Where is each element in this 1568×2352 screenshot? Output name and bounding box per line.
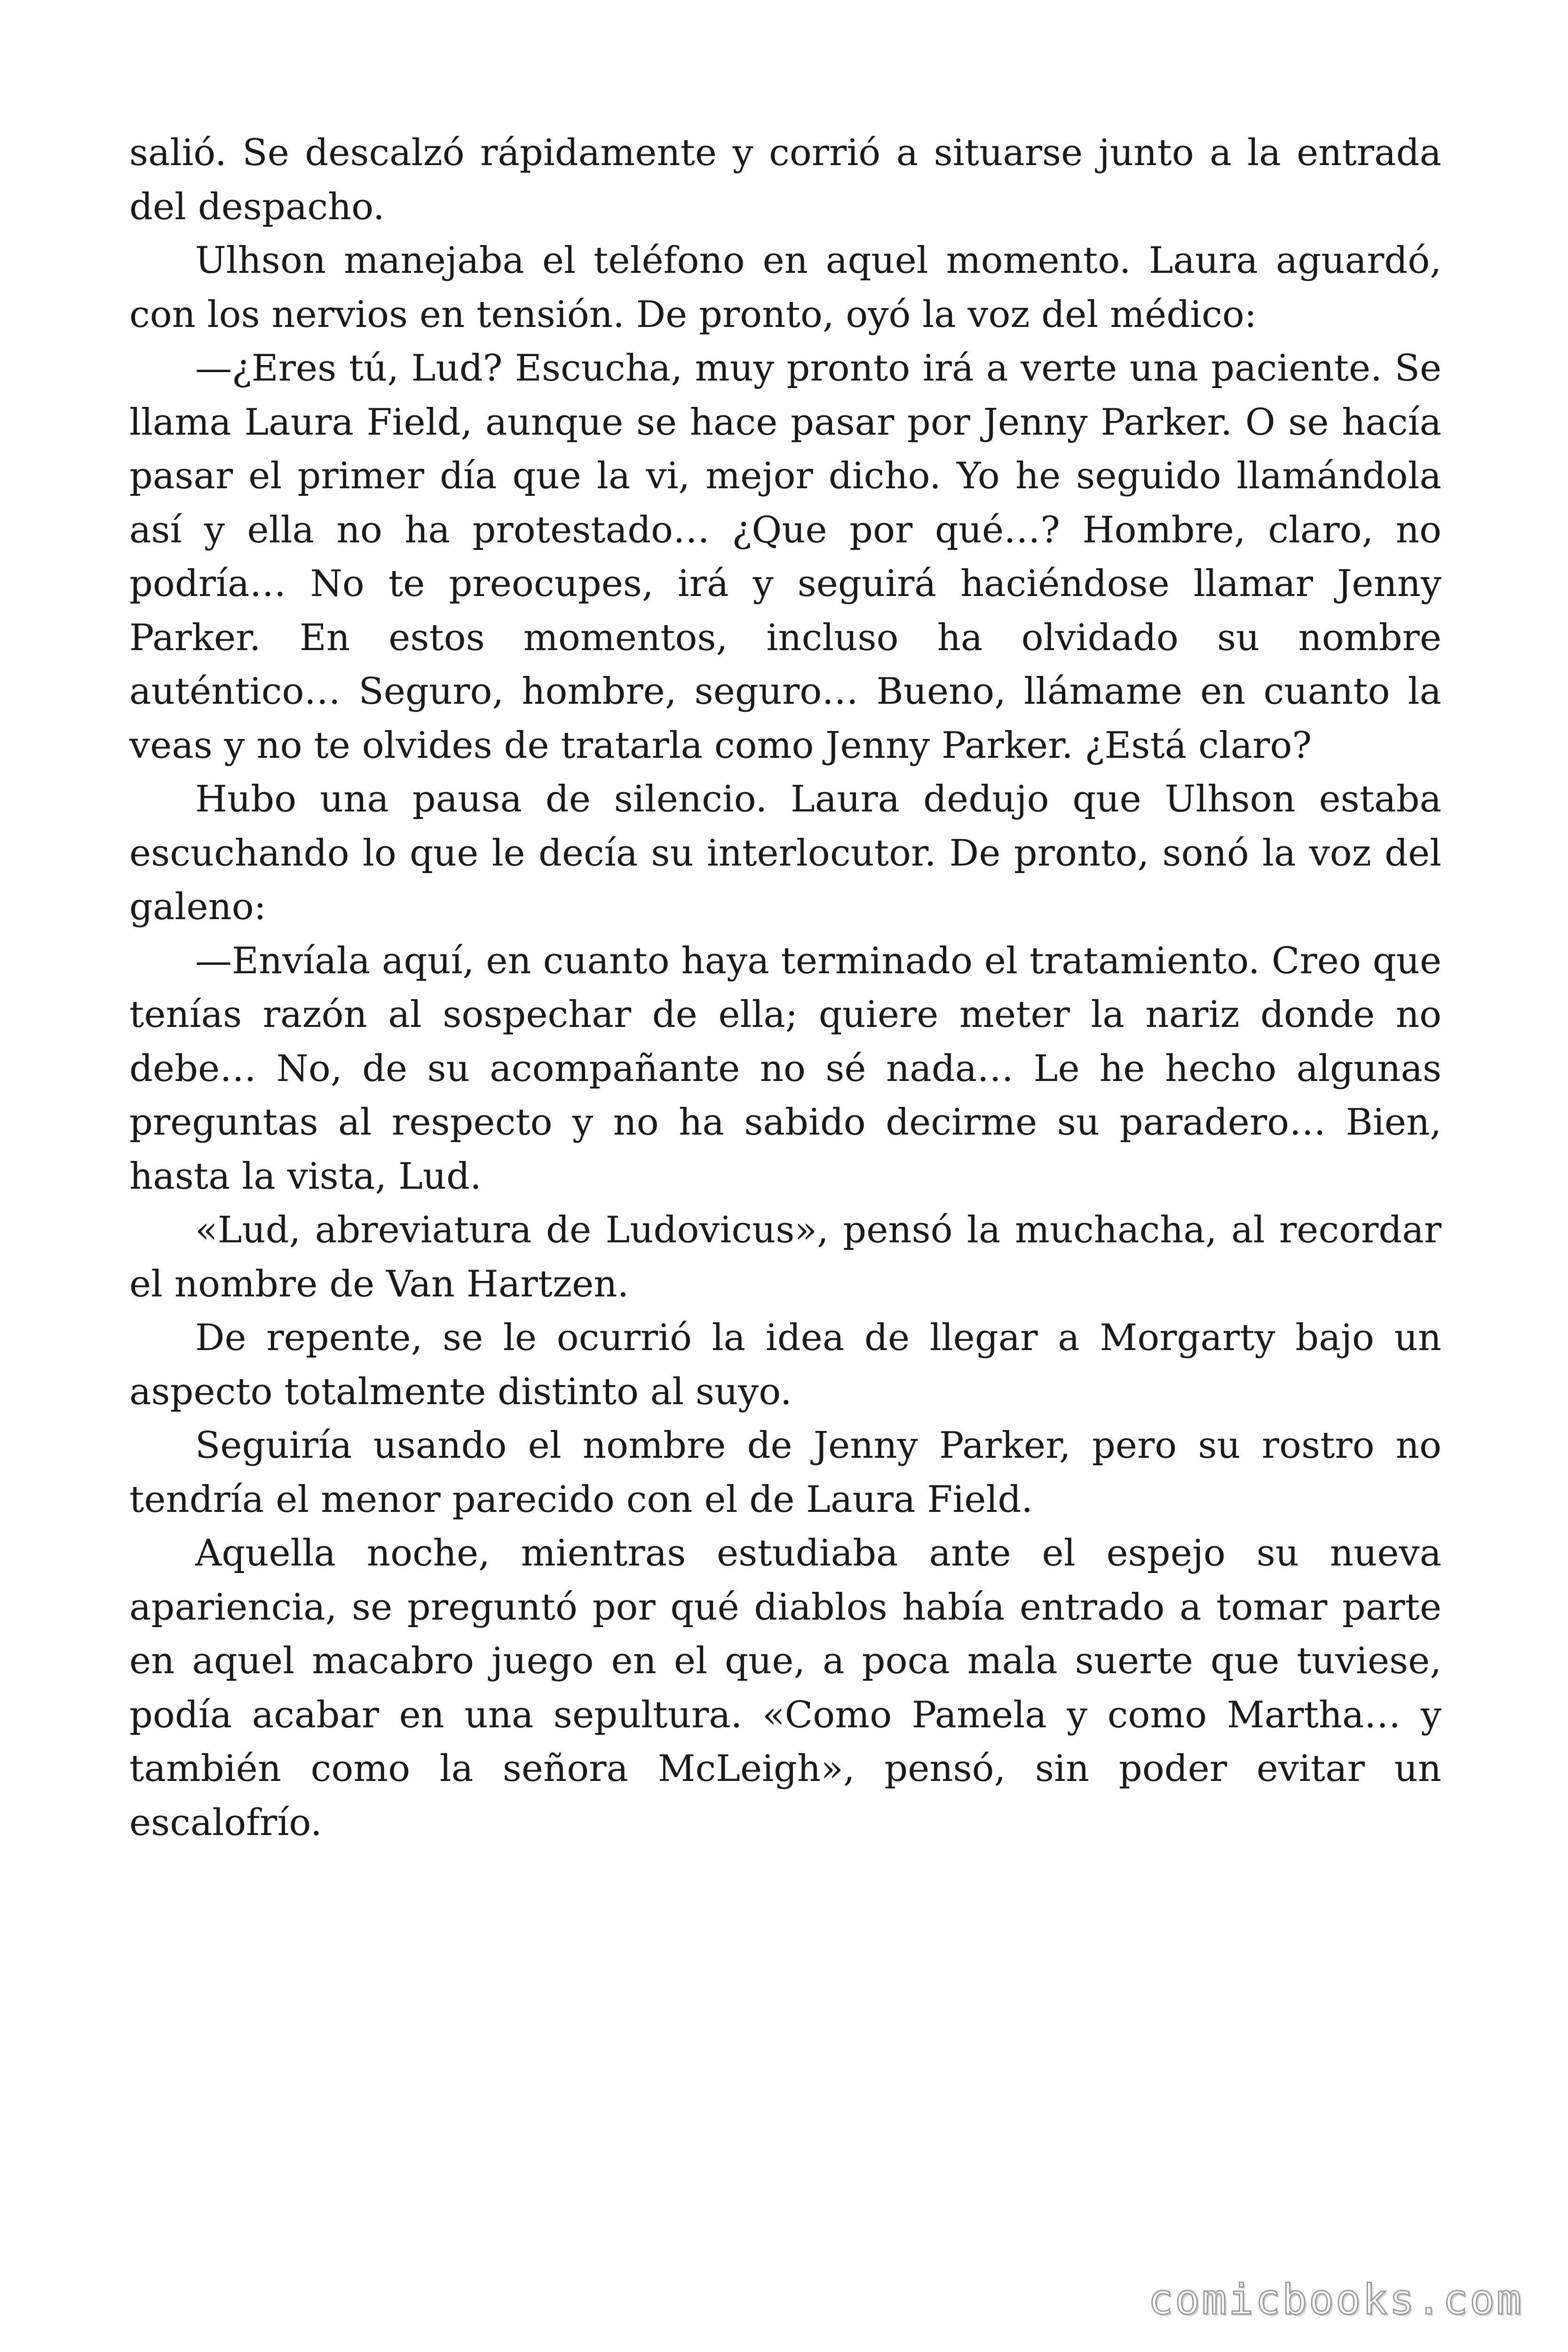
paragraph-5: —Envíala aquí, en cuanto haya terminado el tratamiento. Creo que tenías razón al sospechar de ella; quiere meter la nariz donde no debe… No, de su acompañante no sé nada… Le he hecho algunas preguntas al respecto y no ha sabido decirme su paradero… Bien, hasta la vista, Lud. [129, 939, 1441, 1198]
paragraph-2: Ulhson manejaba el teléfono en aquel momento. Laura aguardó, con los nervios en tensión. De pronto, oyó la voz del médico: [129, 239, 1441, 336]
paragraph-3: —¿Eres tú, Lud? Escucha, muy pronto irá a verte una paciente. Se llama Laura Field, aunque se hace pasar por Jenny Parker. O se hacía pasar el primer día que la vi, mejor dicho. Yo he seguido llamándola así y ella no ha protestado… ¿Que por qué…? Hombre, claro, no podría… No te preocupes, irá y seguirá haciéndose llamar Jenny Parker. En estos momentos, incluso ha olvidado su nombre auténtico… Seguro, hombre, seguro… Bueno, llámame en cuanto la veas y no te olvides de tratarla como Jenny Parker. ¿Está claro? [129, 347, 1441, 767]
text-body [129, 126, 1441, 1850]
paragraph-4: Hubo una pausa de silencio. Laura dedujo que Ulhson estaba escuchando lo que le decía su interlocutor. De pronto, sonó la voz del galeno: [129, 778, 1441, 928]
watermark: comicbooks.com [1148, 2275, 1523, 2324]
paragraph-1: salió. Se descalzó rápidamente y corrió a situarse junto a la entrada del despacho. [129, 132, 1441, 228]
paragraph-6: «Lud, abreviatura de Ludovicus», pensó la muchacha, al recordar el nombre de Van Hartzen. [129, 1209, 1441, 1305]
paragraph-8: Seguiría usando el nombre de Jenny Parker, pero su rostro no tendría el menor parecido con el de Laura Field. [129, 1424, 1441, 1521]
paragraph-7: De repente, se le ocurrió la idea de llegar a Morgarty bajo un aspecto totalmente distinto al suyo. [129, 1317, 1441, 1413]
paragraph-9: Aquella noche, mientras estudiaba ante el espejo su nueva apariencia, se preguntó por qué diablos había entrado a tomar parte en aquel macabro juego en el que, a poca mala suerte que tuviese, podía acabar en una sepultura. «Como Pamela y como Martha… y también como la señora McLeigh», pensó, sin poder evitar un escalofrío. [129, 1532, 1441, 1844]
